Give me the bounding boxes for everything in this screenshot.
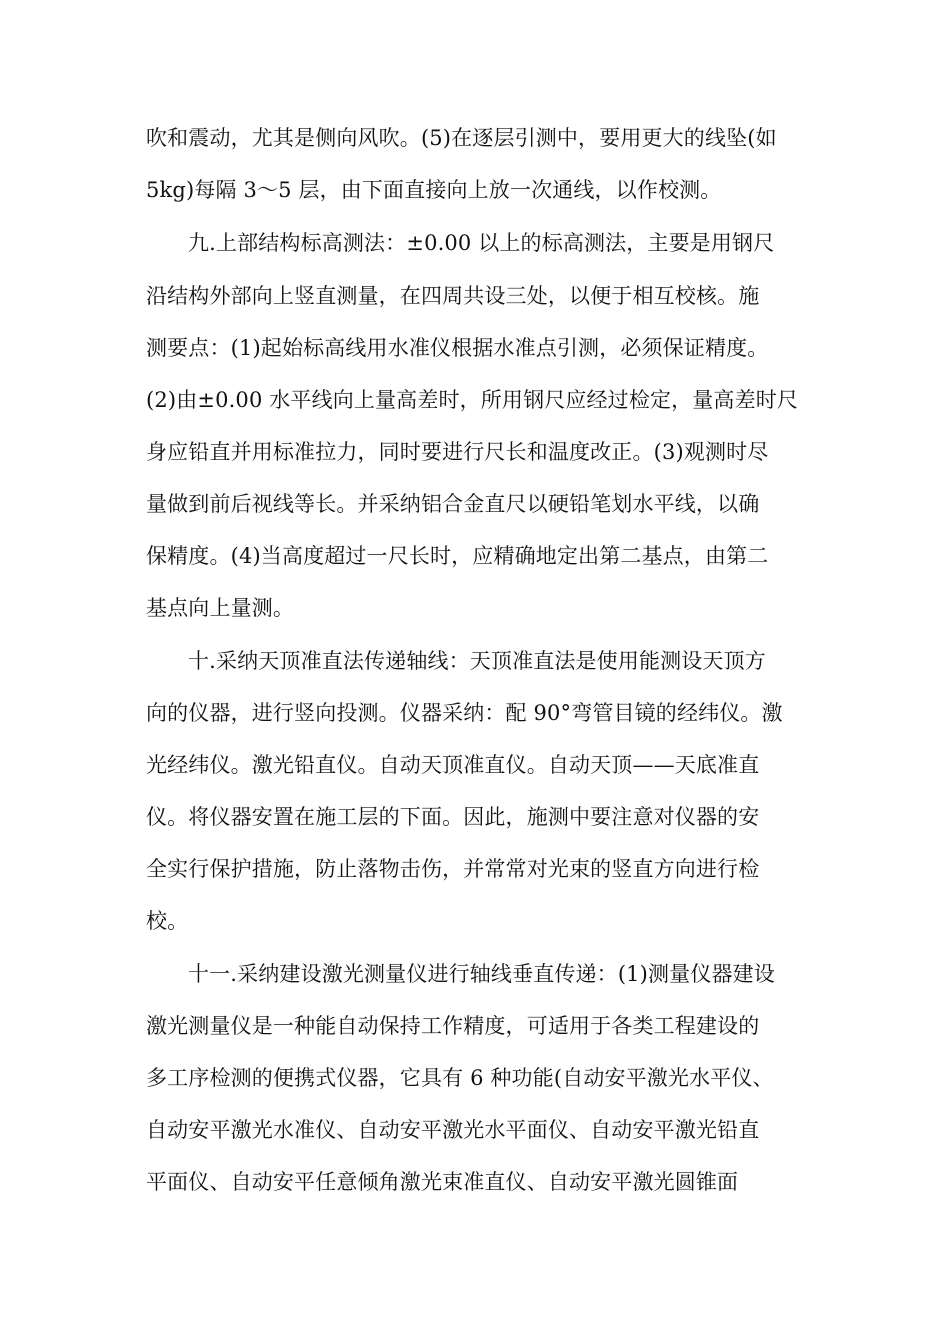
text-line: 5kg)每隔 3～5 层，由下面直接向上放一次通线，以作校测。	[146, 178, 722, 202]
text-line: 多工序检测的便携式仪器，它具有 6 种功能(自动安平激光水平仪、	[146, 1066, 774, 1090]
text-line: 沿结构外部向上竖直测量，在四周共设三处，以便于相互校核。施	[146, 284, 760, 308]
text-line: 自动安平激光水准仪、自动安平激光水平面仪、自动安平激光铅直	[146, 1118, 760, 1142]
paragraph-heading-line: 十一.采纳建设激光测量仪进行轴线垂直传递：(1)测量仪器建设	[188, 962, 775, 986]
text-line: 仪。将仪器安置在施工层的下面。因此，施测中要注意对仪器的安	[146, 805, 760, 829]
text-line: 身应铅直并用标准拉力，同时要进行尺长和温度改正。(3)观测时尽	[146, 440, 769, 464]
text-line: 保精度。(4)当高度超过一尺长时，应精确地定出第二基点，由第二	[146, 544, 769, 568]
text-line: 平面仪、自动安平任意倾角激光束准直仪、自动安平激光圆锥面	[146, 1170, 739, 1194]
text-line: 吹和震动，尤其是侧向风吹。(5)在逐层引测中，要用更大的线坠(如	[146, 126, 777, 150]
text-line: (2)由±0.00 水平线向上量高差时，所用钢尺应经过检定，量高差时尺	[146, 388, 799, 412]
paragraph-heading-line: 九.上部结构标高测法：±0.00 以上的标高测法，主要是用钢尺	[188, 231, 775, 255]
text-line: 激光测量仪是一种能自动保持工作精度，可适用于各类工程建设的	[146, 1014, 760, 1038]
text-line: 测要点：(1)起始标高线用水准仪根据水准点引测，必须保证精度。	[146, 336, 769, 360]
text-line: 量做到前后视线等长。并采纳铝合金直尺以硬铅笔划水平线，以确	[146, 492, 760, 516]
text-line: 校。	[146, 909, 189, 933]
text-line: 基点向上量测。	[146, 596, 295, 620]
paragraph-heading-line: 十.采纳天顶准直法传递轴线：天顶准直法是使用能测设天顶方	[188, 649, 766, 673]
text-line: 光经纬仪。激光铅直仪。自动天顶准直仪。自动天顶——天底准直	[146, 753, 760, 777]
text-line: 全实行保护措施，防止落物击伤，并常常对光束的竖直方向进行检	[146, 857, 760, 881]
text-line: 向的仪器，进行竖向投测。仪器采纳：配 90°弯管目镜的经纬仪。激	[146, 701, 783, 725]
